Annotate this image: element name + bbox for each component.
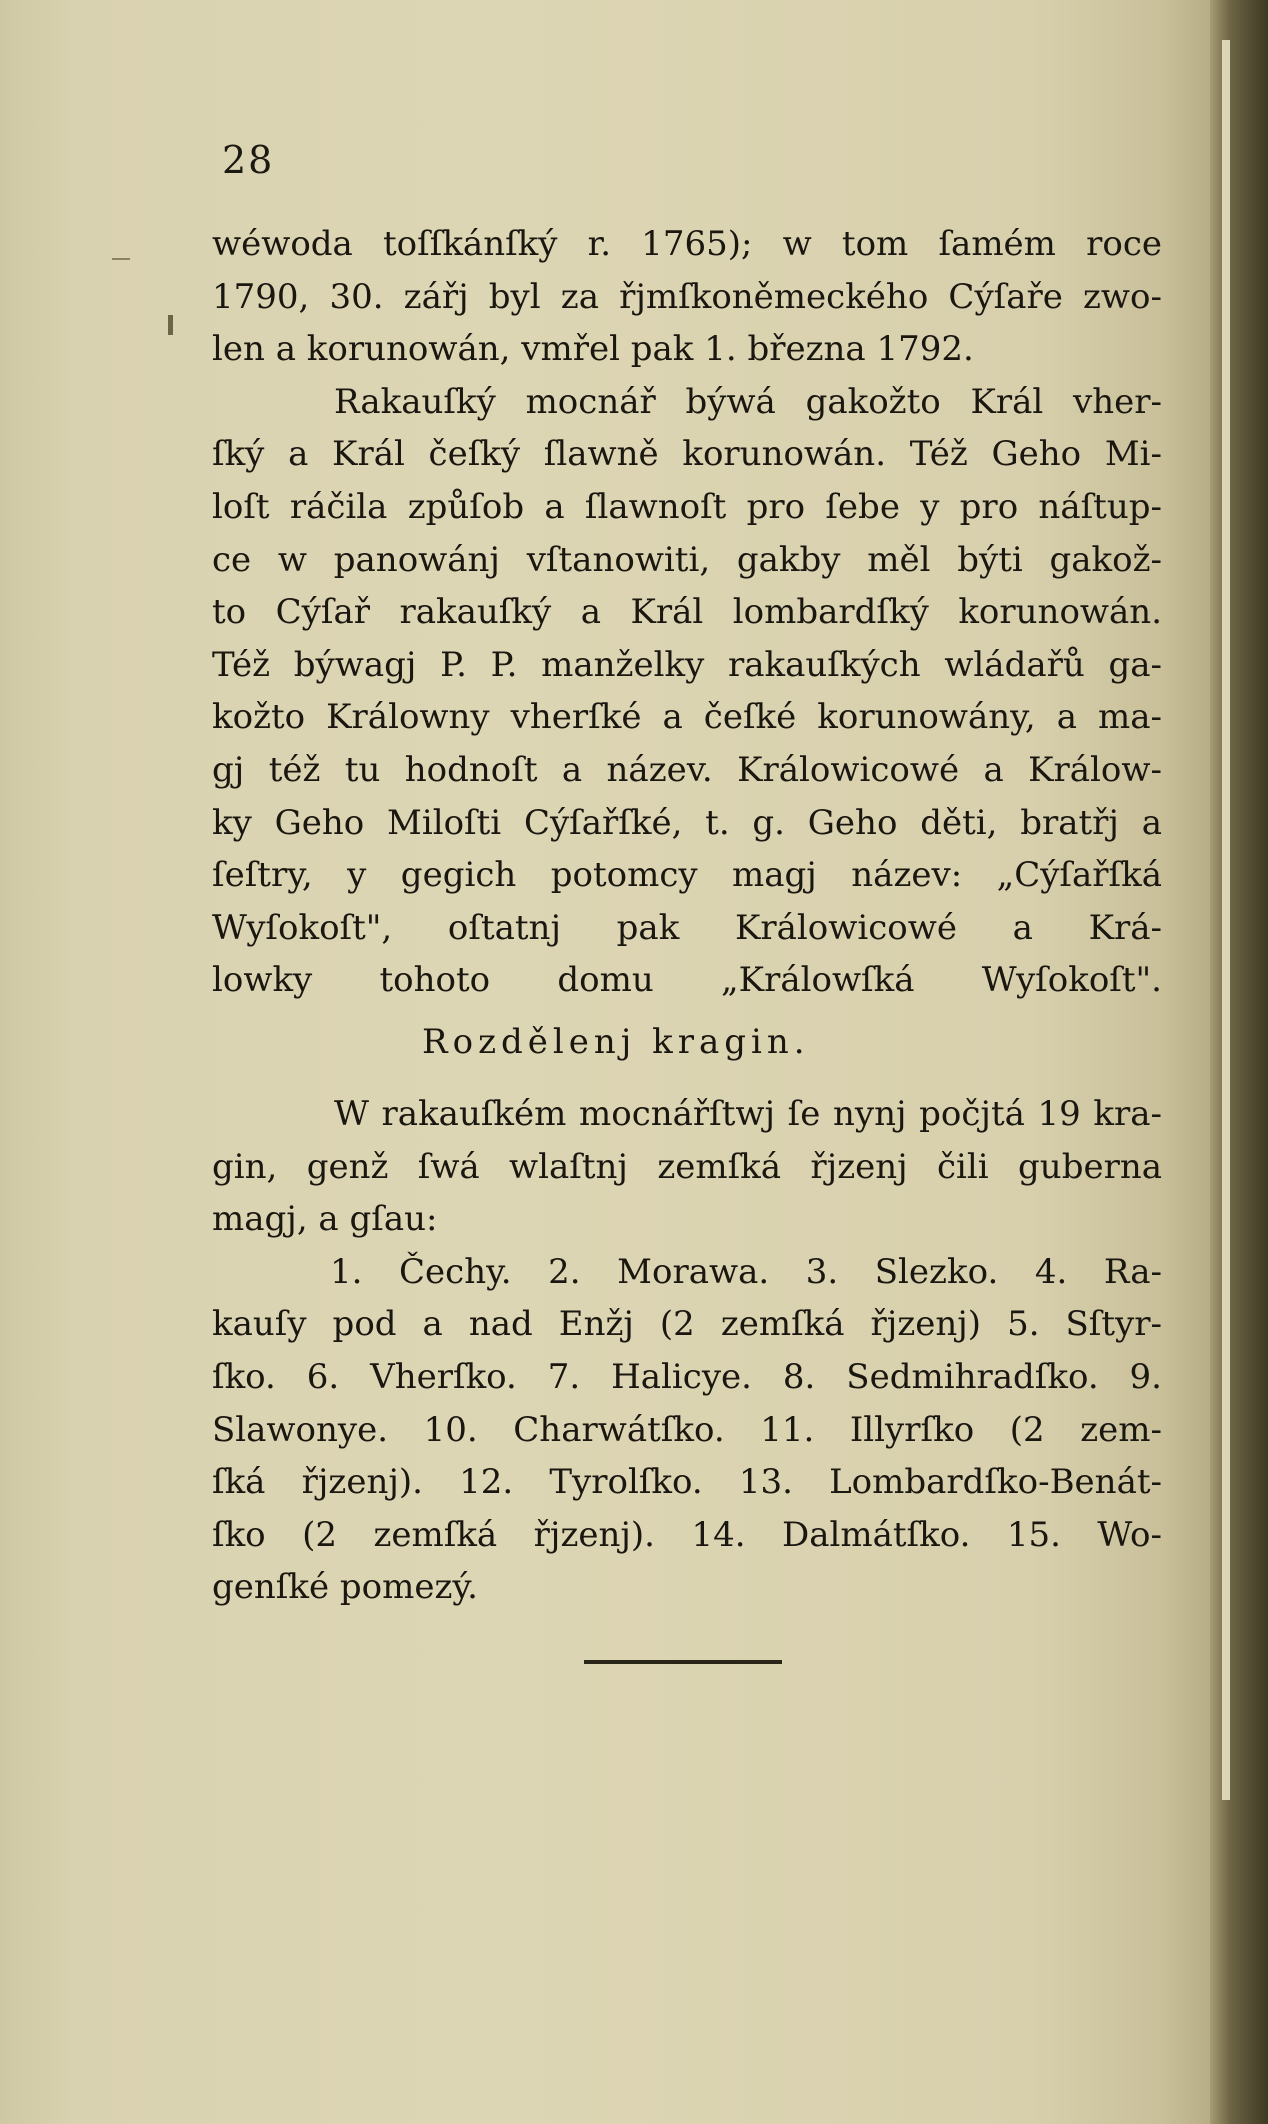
text-line: to Cýſař rakauſký a Král lombardſký korunowán. — [212, 592, 1162, 633]
section-heading: Rozdělenj kragin. — [422, 1022, 810, 1062]
text-line: ſký a Král čeſký ſlawně korunowán. Též Geho Mi- — [212, 434, 1162, 475]
closing-rule — [584, 1660, 782, 1664]
text-line: ſko. 6. Vherſko. 7. Halicye. 8. Sedmihradſko. 9. — [212, 1356, 1162, 1397]
book-gutter — [1210, 0, 1268, 2124]
text-line: gj též tu hodnoſt a název. Králowicowé a Králow- — [212, 749, 1162, 790]
text-line: Slawonye. 10. Charwátſko. 11. Illyrſko (2 zem- — [212, 1409, 1162, 1450]
text-line: kožto Králowny vherſké a čeſké korunowány, a ma- — [212, 697, 1162, 738]
text-line: genſké pomezý. — [212, 1567, 478, 1608]
paragraph-block-2 — [212, 1088, 1162, 1614]
text-line: kauſy pod a nad Enžj (2 zemſká řjzenj) 5. Sſtyr- — [212, 1304, 1162, 1345]
margin-mark — [168, 315, 173, 335]
text-line: Wyſokoſt", oſtatnj pak Králowicowé a Krá- — [212, 907, 1162, 948]
text-line: ce w panowánj vſtanowiti, gakby měl býti gakož- — [212, 539, 1162, 580]
text-line: Též býwagj P. P. manželky rakauſkých wládařů ga- — [212, 644, 1162, 685]
text-line: ky Geho Miloſti Cýſařſké, t. g. Geho děti, bratřj a — [212, 802, 1162, 843]
page-edge — [1222, 40, 1230, 1800]
paragraph-block-1 — [212, 218, 1162, 1007]
text-line: ſká řjzenj). 12. Tyrolſko. 13. Lombardſko-Benát- — [212, 1462, 1162, 1503]
text-line: 1. Čechy. 2. Morawa. 3. Slezko. 4. Ra- — [330, 1251, 1162, 1292]
page-number: 28 — [222, 138, 275, 182]
text-line: ſko (2 zemſká řjzenj). 14. Dalmátſko. 15. Wo- — [212, 1514, 1162, 1555]
text-line: len a korunowán, vmřel pak 1. března 1792. — [212, 329, 974, 370]
text-line: lowky tohoto domu „Králowſká Wyſokoſt". — [212, 960, 1162, 1001]
text-line: ſeſtry, y gegich potomcy magj název: „Cýſařſká — [212, 855, 1162, 896]
text-line: wéwoda toſſkánſký r. 1765); w tom ſamém roce — [212, 224, 1162, 264]
margin-mark — [112, 258, 130, 260]
text-line: Rakauſký mocnář býwá gakožto Král vher- — [334, 381, 1162, 422]
text-line: loſt ráčila způſob a ſlawnoſt pro ſebe y pro náſtup- — [212, 486, 1162, 527]
text-line: 1790, 30. zářj byl za řjmſkoněmeckého Cýſaře zwo- — [212, 276, 1162, 317]
text-line: magj, a gſau: — [212, 1199, 438, 1240]
text-line: gin, genž ſwá wlaſtnj zemſká řjzenj čili guberna — [212, 1146, 1162, 1187]
text-line: W rakauſkém mocnářſtwj ſe nynj počjtá 19 kra- — [334, 1094, 1162, 1134]
